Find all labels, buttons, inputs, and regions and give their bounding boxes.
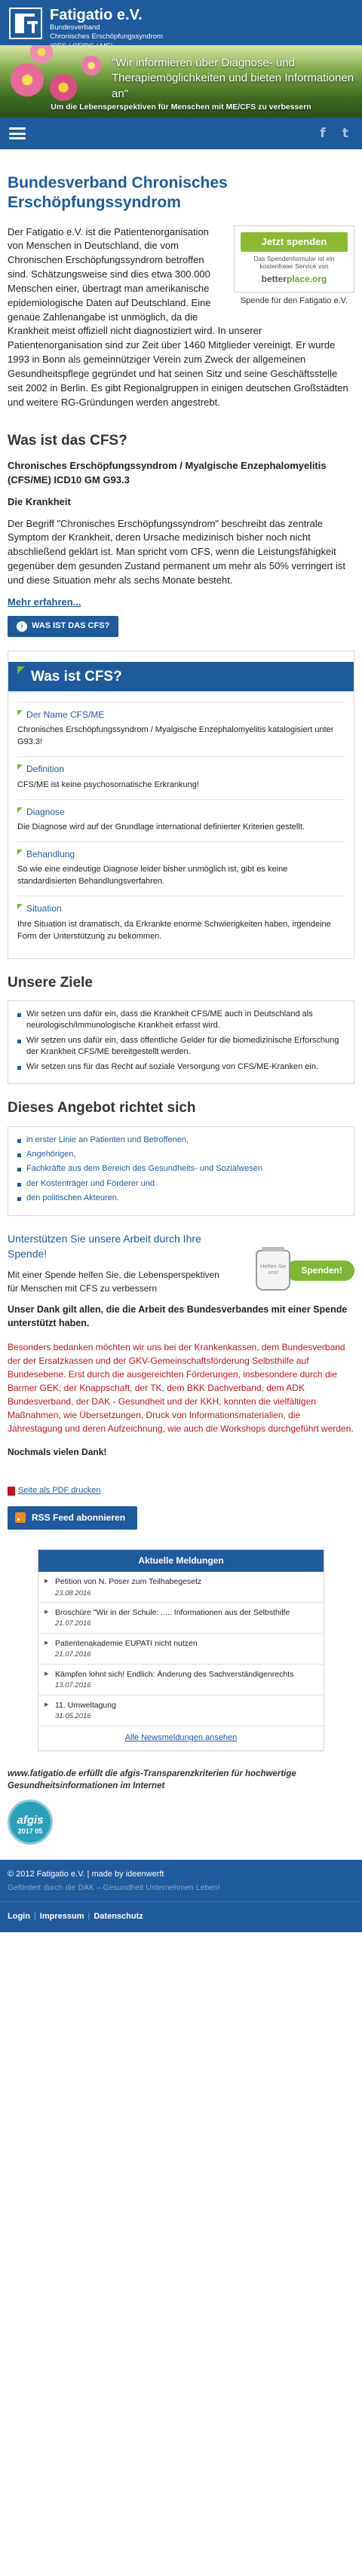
- footer-separator: |: [87, 1912, 90, 1922]
- list-item: Wir setzen uns dafür ein, dass öffentliche Gelder für die biomedizinische Erforschung der Krankheit CFS/ME bereitgestellt werden.: [17, 1035, 345, 1058]
- list-item[interactable]: Angehörigen,: [17, 1149, 345, 1160]
- donate-widget: [234, 225, 354, 308]
- news-item[interactable]: [38, 1603, 324, 1634]
- flower-image: [50, 74, 77, 101]
- site-footer: [0, 1860, 362, 1932]
- spenden-widget: [226, 1231, 354, 1295]
- rss-subscribe-label: RSS Feed abonnieren: [32, 1512, 126, 1523]
- logo-text[interactable]: [50, 8, 163, 51]
- panel-item-text: Chronisches Erschöpfungssyndrom / Myalgische Enzephalomyelitis katalogisiert unter G93.3!: [17, 725, 334, 747]
- news-title: ▶ Kämpfen lohnt sich! Endlich: Änderung des Sachverständigenrechts: [55, 1670, 294, 1680]
- facebook-icon[interactable]: f: [320, 126, 326, 141]
- news-date: 13.07.2016: [55, 1681, 91, 1690]
- login-link[interactable]: Login: [8, 1912, 30, 1922]
- site-subtitle-1: Bundesverband: [50, 23, 100, 32]
- page-title: Bundesverband Chronisches Erschöpfungssyndrom: [8, 174, 228, 212]
- site-subtitle-2: Chronisches Erschöpfungssyndrom: [50, 32, 163, 41]
- twitter-icon[interactable]: t: [342, 126, 349, 141]
- panel-item-link[interactable]: Der Name CFS/ME: [17, 709, 345, 721]
- news-box: [38, 1549, 324, 1751]
- krankheit-label: Die Krankheit: [8, 495, 71, 507]
- site-title: Fatigatio e.V.: [50, 7, 143, 23]
- site-header: [0, 0, 362, 45]
- news-title: ▶ Broschüre "Wir in der Schule: ..... Informationen aus der Selbsthilfe: [55, 1608, 290, 1618]
- panel-item-text: Die Diagnose wird auf der Grundlage international definierter Kriterien gestellt.: [17, 822, 305, 832]
- hero-banner: [0, 45, 362, 118]
- pdf-icon: [8, 1487, 15, 1496]
- news-date: 31.05.2016: [55, 1712, 91, 1721]
- panel-item-text: CFS/ME ist keine psychosomatische Erkrankung!: [17, 780, 199, 789]
- ziele-heading: Unsere Ziele: [8, 974, 93, 991]
- panel-item-link[interactable]: Situation: [17, 902, 345, 915]
- support-section: [8, 1231, 354, 1295]
- news-item[interactable]: [38, 1634, 324, 1665]
- flower-image: [11, 63, 44, 96]
- list-item[interactable]: Fachkräfte aus dem Bereich des Gesundheits- und Sozialwesen: [17, 1163, 345, 1175]
- afgis-statement: www.fatigatio.de erfüllt die afgis-Transparenzkriterien für hochwertige Gesundheitsinformationen im Internet: [8, 1769, 296, 1791]
- thanks-closing: Nochmals vielen Dank!: [8, 1447, 107, 1458]
- angebot-heading: Dieses Angebot richtet sich: [8, 1100, 196, 1116]
- list-item: Wir setzen uns dafür ein, dass die Krankheit CFS/ME auch in Deutschland als neurologisch/immunologische Krankheit erfasst wird.: [17, 1009, 345, 1032]
- panel-item-link[interactable]: Definition: [17, 763, 345, 776]
- news-item[interactable]: [38, 1665, 324, 1695]
- list-item[interactable]: den politischen Akteuren.: [17, 1193, 345, 1204]
- banner-quote: "Wir informieren über Diagnose- und Therapiemöglichkeiten und bieten Informationen an": [112, 57, 354, 100]
- datenschutz-link[interactable]: Datenschutz: [94, 1912, 143, 1922]
- news-date: 23.08.2016: [55, 1588, 91, 1597]
- news-title: ▶ Patientenakademie EUPATI nicht nutzen: [55, 1639, 198, 1649]
- donation-jar-icon: Helfen Sie uns!: [256, 1250, 290, 1291]
- thanks-funders: Besonders bedanken möchten wir uns bei der Krankenkassen, dem Bundesverband der der Ersatzkassen und der GKV-Gemeinschaftsförderung Selbsthilfe auf Bundesebene. Erst durch die ausgereichten Förderungen, insbesondere durch die Barmer GEK, der Knappschaft, der TK, dem BKK Dachverband, dem ADK Bundesverband, der DAK - Gesundheit und der KKH, konnten die vielfältigen Maßnahmen, wie Übersetzungen, Druck von Informationsmaterialien, die Jahrestagung und deren Aufzeichnung, wie auch die Workshops durchgeführt werden.: [8, 1342, 354, 1435]
- news-all: [38, 1726, 324, 1751]
- mehr-erfahren-link[interactable]: Mehr erfahren...: [8, 596, 81, 608]
- chevron-right-icon: ›: [17, 621, 27, 632]
- list-item[interactable]: in erster Linie an Patienten und Betroffenen,: [17, 1135, 345, 1146]
- was-ist-cfs-panel: [8, 651, 354, 959]
- all-news-link[interactable]: Alle Newsmeldungen ansehen: [124, 1733, 238, 1743]
- panel-item-link[interactable]: Behandlung: [17, 848, 345, 861]
- rss-icon: [15, 1512, 26, 1523]
- panel-item: [17, 896, 345, 950]
- social-links: [315, 126, 353, 141]
- afgis-seal-word: afgis: [17, 1814, 44, 1827]
- afgis-seal-year: 2017 05: [17, 1827, 43, 1836]
- was-ist-heading: Was ist das CFS?: [8, 433, 127, 449]
- angebot-list: [8, 1126, 354, 1216]
- afgis-seal-icon[interactable]: [8, 1800, 53, 1845]
- footer-copyright: © 2012 Fatigatio e.V. | made by ideenwerft: [8, 1870, 164, 1879]
- news-date: 21.07.2016: [55, 1619, 91, 1628]
- flower-image: [30, 45, 53, 63]
- panel-item-link[interactable]: Diagnose: [17, 806, 345, 819]
- donate-caption: Spende für den Fatigatio e.V.: [240, 296, 348, 306]
- was-ist-subheading: Chronisches Erschöpfungssyndrom / Myalgische Enzephalomyelitis (CFS/ME) ICD10 GM G93.3: [8, 460, 327, 485]
- thanks-intro: Unser Dank gilt allen, die die Arbeit des Bundesverbandes mit einer Spende unterstützt haben.: [8, 1303, 348, 1329]
- logo-icon[interactable]: [9, 8, 42, 39]
- news-item[interactable]: [38, 1572, 324, 1603]
- donate-now-button[interactable]: Jetzt spenden: [241, 232, 348, 253]
- pdf-print: [8, 1485, 354, 1497]
- news-item[interactable]: [38, 1695, 324, 1726]
- panel-heading: Was ist CFS?: [8, 662, 354, 692]
- donate-service-note: Das Spendenformular ist ein kostenfreier Service von: [253, 255, 335, 271]
- support-body: Mit einer Spende helfen Sie, die Lebensperspektiven für Menschen mit CFS zu verbessern: [8, 1270, 219, 1294]
- betterplace-logo[interactable]: [241, 273, 348, 286]
- impressum-link[interactable]: Impressum: [39, 1912, 84, 1922]
- news-heading: Aktuelle Meldungen: [38, 1550, 324, 1572]
- krankheit-text: Der Begriff "Chronisches Erschöpfungssyndrom" beschreibt das zentrale Symptom der Krankheit, deren Ursache medizinisch bisher noch nicht abschließend geklärt ist. Man spricht vom CFS, wenn die Leistungsfähigkeit gegenüber dem gesunden Zustand permanent um mehr als 50% verringert ist und diese Situation mehr als sechs Monate besteht.: [8, 517, 346, 586]
- menu-icon[interactable]: [9, 127, 26, 139]
- was-ist-cfs-button[interactable]: [8, 616, 118, 637]
- panel-item: [17, 799, 345, 841]
- panel-item: [17, 756, 345, 798]
- news-date: 21.07.2016: [55, 1650, 91, 1659]
- footer-separator: |: [33, 1912, 36, 1922]
- spenden-button[interactable]: Spenden!: [286, 1260, 354, 1281]
- rss-subscribe-button[interactable]: [8, 1506, 137, 1530]
- betterplace-suffix: place.org: [286, 273, 327, 284]
- main-content: [0, 149, 362, 1845]
- main-navbar: [0, 118, 362, 149]
- ziele-list: [8, 1000, 354, 1084]
- footer-links: [0, 1901, 362, 1932]
- pdf-print-link[interactable]: Seite als PDF drucken: [18, 1485, 101, 1495]
- footer-sponsor: Gefördert durch die DAK – Gesundheit Unternehmen Leben!: [8, 1883, 220, 1893]
- news-title: ▶ 11. Umweltagung: [55, 1701, 116, 1711]
- betterplace-prefix: better: [261, 273, 287, 284]
- panel-item-text: Ihre Situation ist dramatisch, da Erkrankte enorme Schwierigkeiten haben, irgendeine Form der Unterstützung zu bekommen.: [17, 919, 331, 941]
- panel-item-text: So wie eine eindeutige Diagnose leider bisher unmöglich ist, gibt es keine standardisierten Behandlungsverfahren.: [17, 865, 288, 887]
- intro-section: [8, 225, 354, 418]
- flower-image: [81, 56, 101, 75]
- list-item: Wir setzen uns für das Recht auf soziale Versorgung von CFS/ME-Kranken ein.: [17, 1061, 345, 1073]
- banner-tagline: Um die Lebensperspektiven für Menschen mit ME/CFS zu verbessern: [51, 102, 311, 112]
- list-item[interactable]: der Kostenträger und Förderer und: [17, 1178, 345, 1190]
- intro-text: Der Fatigatio e.V. ist die Patientenorganisation von Menschen in Deutschland, die vom Chronischen Erschöpfungssyndrom betroffen sind. Schätzungsweise sind dies etwa 300.000 Menschen einer, übertragt man amerikanische epidemiologische Daten auf Deutschland. Eine genaue Zahlenangabe ist unmöglich, da die Krankheit meist offiziell nicht diagnostiziert wird. In unserer Patientenorganisation sind zur Zeit über 1460 Mitglieder vereinigt. Er wurde 1993 in Bonn als gemeinnütziger Verein zum Zweck der allgemeinen Gesundheitspflege gegründet und hat seinen Sitz und seine Geschäftsstelle seit 2002 in Berlin. Es gibt Regionalgruppen in einigen deutschen Großstädten und weitere RG-Gründungen werden angestrebt.: [8, 225, 348, 408]
- panel-item: [17, 702, 345, 756]
- panel-item: [17, 841, 345, 896]
- was-ist-cfs-button-label: WAS IST DAS CFS?: [32, 620, 110, 630]
- support-title: Unterstützen Sie unsere Arbeit durch Ihre Spende!: [8, 1232, 201, 1260]
- news-title: ▶ Petition von N. Poser zum Teilhabegesetz: [55, 1577, 202, 1587]
